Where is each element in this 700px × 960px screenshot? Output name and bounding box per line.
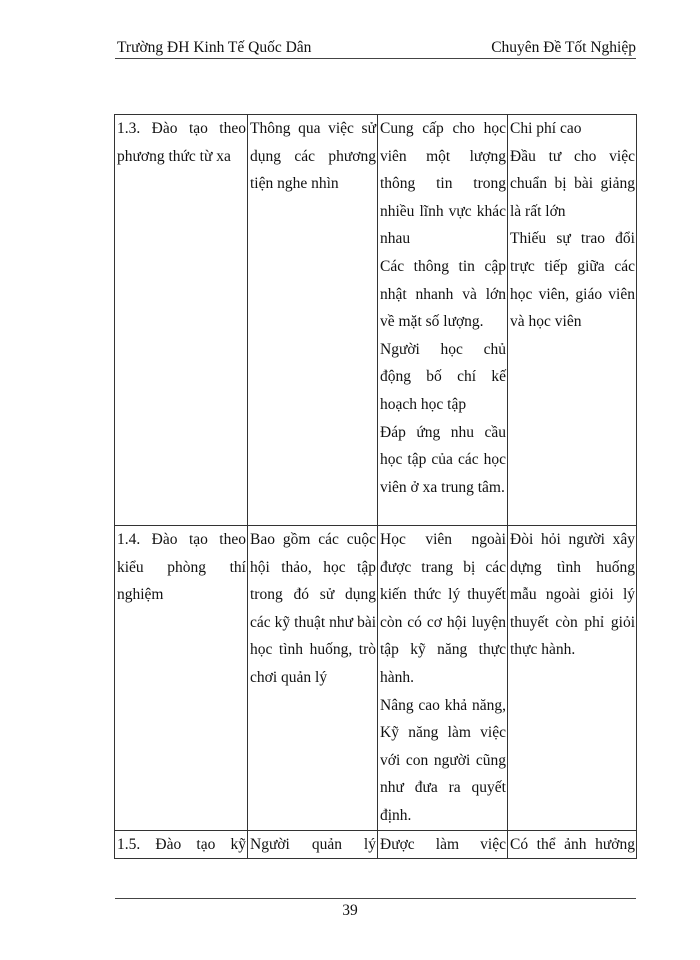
table-row [115, 830, 637, 859]
advantage-text: Các thông tin cập nhật nhanh và lớn về mặt số lượng. [380, 257, 506, 331]
method-text: 1.4. Đào tạo theo kiểu phòng thí nghiệm [117, 531, 246, 604]
advantage-text: Cung cấp cho học viên một lượng thông tin trong nhiều lĩnh vực khác nhau [380, 120, 506, 248]
footer-divider [115, 898, 636, 899]
disadvantages-cell [508, 526, 637, 831]
disadvantage-text: Thiếu sự trao đổi trực tiếp giữa các học viên, giáo viên và học viên [510, 230, 635, 331]
method-text: 1.5. Đào tạo kỹ [117, 835, 246, 853]
header-school-name: Trường ĐH Kinh Tế Quốc Dân [117, 39, 312, 56]
table-row [115, 115, 637, 526]
page-number: 39 [342, 902, 358, 919]
advantage-text: Đáp ứng nhu cầu học tập của các học viên ở xa trung tâm. [380, 423, 506, 496]
description-cell [248, 115, 378, 526]
method-cell [115, 830, 248, 859]
method-cell [115, 115, 248, 526]
description-cell [248, 830, 378, 859]
advantages-cell [378, 115, 508, 526]
method-cell [115, 526, 248, 831]
advantages-cell [378, 830, 508, 859]
disadvantages-cell [508, 115, 637, 526]
advantage-text: Nâng cao khả năng, Kỹ năng làm việc với con người cũng như đưa ra quyết định. [380, 696, 506, 824]
header-document-title: Chuyên Đề Tốt Nghiệp [491, 39, 636, 56]
advantage-text: Được làm việc [380, 835, 506, 853]
description-cell [248, 526, 378, 831]
disadvantage-text: Đòi hỏi người xây dựng tình huống mẫu ngoài giỏi lý thuyết còn phỉ giỏi thực hành. [510, 531, 635, 659]
description-text: Thông qua việc sử dụng các phương tiện nghe nhìn [250, 120, 376, 193]
description-text: Người quản lý [250, 835, 376, 853]
page-header [115, 36, 636, 59]
advantages-cell [378, 526, 508, 831]
table-row [115, 526, 637, 831]
disadvantage-text: Chi phí cao [510, 120, 582, 137]
advantage-text: Người học chủ động bố chí kế hoạch học tập [380, 340, 506, 413]
description-text: Bao gồm các cuộc hội thảo, học tập trong đó sử dụng các kỹ thuật như bài học tình huống, trò chơi quản lý [250, 531, 376, 686]
disadvantage-text: Đầu tư cho việc chuẩn bị bài giảng là rất lớn [510, 147, 635, 220]
method-text: 1.3. Đào tạo theo phương thức từ xa [117, 120, 246, 165]
disadvantages-cell [508, 830, 637, 859]
training-methods-table [114, 114, 637, 859]
advantage-text: Học viên ngoài được trang bị các kiến thức lý thuyết còn có cơ hội luyện tập kỹ năng thực hành. [380, 531, 506, 686]
disadvantage-text: Có thể ảnh hưởng [510, 835, 635, 853]
